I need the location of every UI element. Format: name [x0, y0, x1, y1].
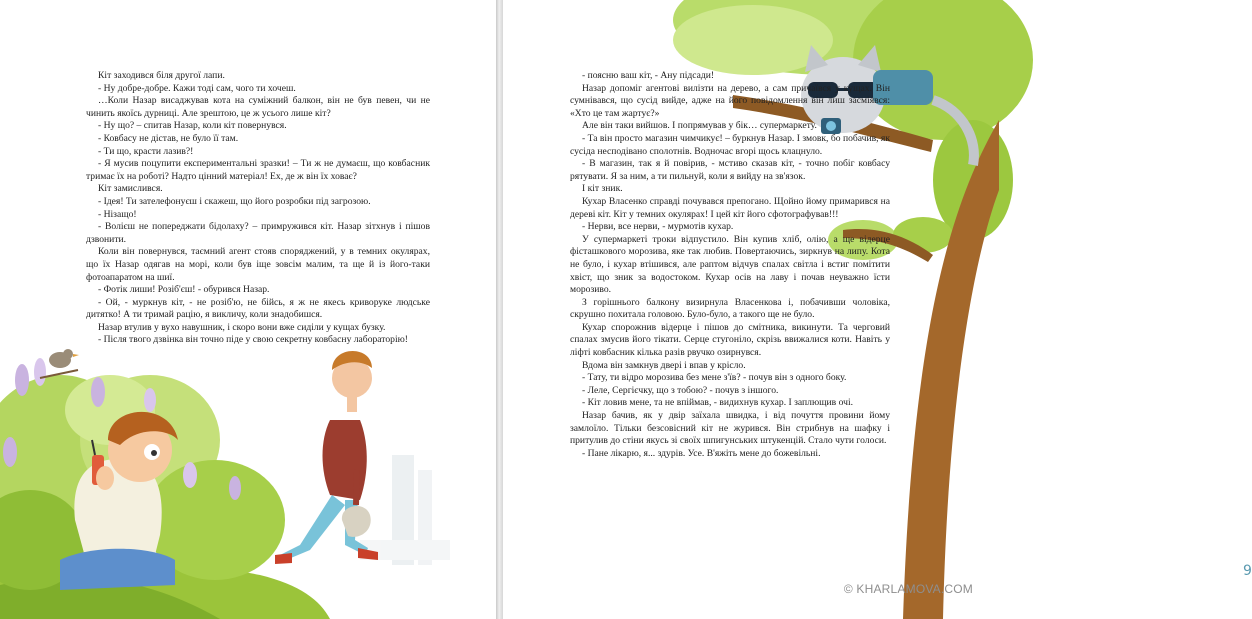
left-paragraph: - Після твого дзвінка він точно піде у свою секретну ковбасну лабораторію! [98, 334, 408, 346]
right-paragraph: - Леле, Сергієчку, що з тобою? - почув з іншого. [582, 384, 779, 396]
right-paragraph: Кухар спорожнив відерце і пішов до смітника, викинути. Та черговий спалах змусив його тікати. Серце стугоніло, скрізь ввижалися коти. Навіть у ліфті ковбасник кілька разів рвучко озирнувся. [570, 321, 890, 359]
right-paragraph: З горішнього балкону визирнула Власенкова і, побачивши чоловіка, скрушно похитала головою. Було-було, а такого ще не було. [570, 296, 890, 321]
left-paragraph: - Ну добре-добре. Кажи тоді сам, чого ти хочеш. [98, 82, 296, 94]
left-paragraph: - Ой, - муркнув кіт, - не розіб'ю, не бійсь, я ж не якесь криворуке людське дитятко! А ти тримай рацію, я викличу, коли знадобишся. [86, 296, 430, 321]
left-paragraph: …Коли Назар висаджував кота на суміжний балкон, він не був певен, чи не чинить якоїсь дурниці. Але зрештою, це ж усього лише кіт? [86, 95, 430, 119]
left-paragraph: Назар втулив у вухо навушник, і скоро вони вже сиділи у кущах бузку. [98, 321, 386, 333]
left-paragraph: - Я мусив поцупити експериментальні зразки! – Ти ж не думаєш, що ковбасник тримає їх на роботі? Надто цінний матеріал! Ех, де ж він їх ховає? [86, 158, 430, 182]
left-page [0, 0, 496, 619]
street-background [360, 455, 450, 565]
left-paragraph: - Ідея! Ти зателефонуєш і скажеш, що його розробки під загрозою. [98, 195, 371, 207]
right-paragraph: Кухар Власенко справді почувався препогано. Щойно йому примарився на дереві кіт. Кіт у темних окулярах! І цей кіт його сфотографував!!! [570, 195, 890, 220]
copyright-notice: © KHARLAMOVA.COM [843, 582, 973, 596]
left-paragraph: - Ти що, красти лазив?! [98, 145, 194, 157]
right-paragraph: У супермаркеті троки відпустило. Він купив хліб, олію, а ще відерце фісташкового морозива, яке так любив. Повертаючись, зиркнув на липу. Кота не було, і кухар втішився, але раптом відчув спалах світла і встиг помітити хвіст, що зник за водостоком. Кухар осів на лаву і почав неуважно їсти морозиво. [570, 233, 890, 296]
left-paragraph: - Ну що? – спитав Назар, коли кіт повернувся. [98, 120, 287, 132]
left-paragraph: - Волієш не попереджати бідолаху? – примружився кіт. Назар зітхнув і пішов дзвонити. [86, 221, 430, 245]
book-gutter [496, 0, 503, 619]
right-paragraph: - Та він просто магазин чимчикує! – буркнув Назар. І змовк, бо побачив, як сусіда несподівано сполотнів. Водночас вгорі щось клацнуло. [570, 132, 890, 157]
right-paragraph: - Нерви, все нерви, - мурмотів кухар. [582, 221, 734, 233]
right-paragraph: - Тату, ти відро морозива без мене з'їв? - почув він з одного боку. [582, 372, 847, 384]
left-paragraph: - Ковбасу не дістав, не було її там. [98, 132, 239, 144]
walking-man-icon [275, 351, 378, 564]
left-paragraph: Кіт заходився біля другої лапи. [98, 70, 225, 81]
left-paragraph: - Нізащо! [98, 208, 137, 220]
right-paragraph: - Пане лікарю, я... здурів. Усе. В'яжіть мене до божевільні. [582, 447, 821, 459]
right-paragraph: Назар бачив, як у двір заїхала швидка, і від почуття провини йому замлоїло. Тільки безсовісний кіт не журився. Він стрибнув на шафку і притулив до стіни якусь зі своїх шпигунських штукенцій. Стало чути голоси. [570, 410, 890, 447]
right-page-text [570, 70, 890, 460]
left-paragraph: - Фотік лиши! Розіб'єш! - обурився Назар. [98, 284, 270, 296]
right-paragraph: - В магазин, так я й повірив, - мстиво сказав кіт, - точно побіг ковбасу рятувати. Я за ним, а ти пильнуй, коли я вийду на зв'язок. [570, 158, 890, 182]
left-page-text [86, 70, 430, 347]
right-paragraph: - Кіт ловив мене, та не впіймав, - видихнув кухар. І заплющив очі. [582, 397, 854, 409]
right-paragraph: - поясню ваш кіт, - Ану підсади! [582, 70, 715, 81]
right-paragraph: Але він таки вийшов. І попрямував у бік… супермаркету. [582, 120, 817, 132]
left-paragraph: Коли він повернувся, таємний агент стояв споряджений, у в темних окулярах, що їх Назар одягав на морі, коли був іще зовсім малим, та ще й із його-таки фотоапаратом на шиї. [86, 246, 430, 283]
right-paragraph: Вдома він замкнув двері і впав у крісло. [582, 359, 746, 371]
right-paragraph: І кіт зник. [582, 183, 623, 195]
page-number: 9 [1243, 563, 1252, 579]
right-paragraph: Назар допоміг агентові вилізти на дерево, а сам причаївся у кущах. Він сумнівався, що сусід вийде, адже на його повідомлення він лиш засміявся: «Хто це там жартує?» [570, 82, 890, 119]
left-paragraph: Кіт замислився. [98, 183, 163, 195]
